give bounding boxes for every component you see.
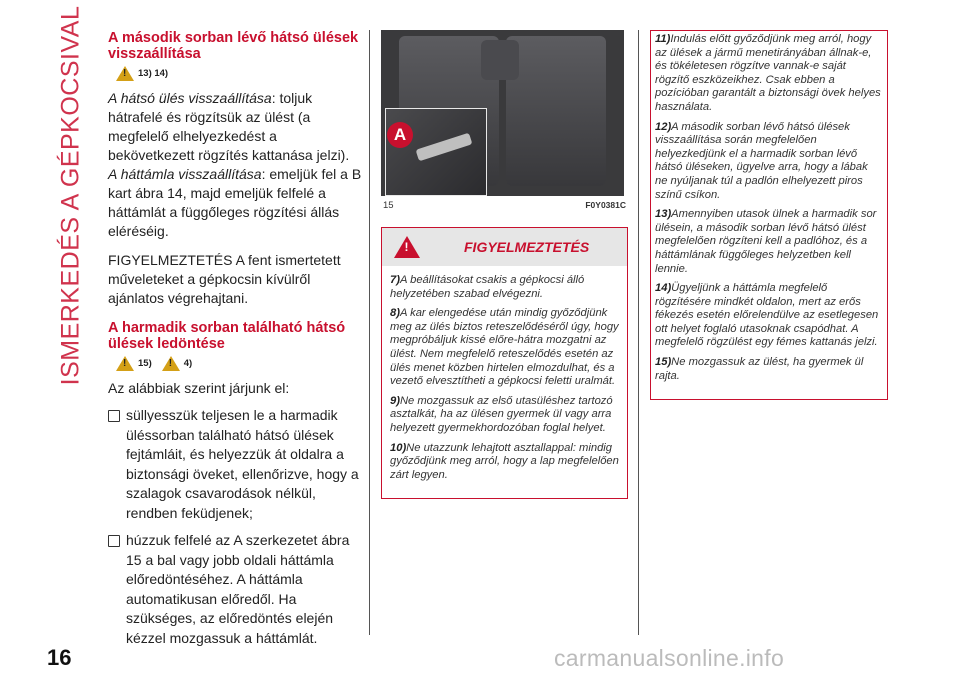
figure-number: 15 (383, 200, 394, 211)
checkbox-bullet-icon (108, 535, 120, 547)
section1-refs-text: 13) 14) (138, 68, 169, 79)
paragraph-backrest-restore-text: : emeljük fel a B kart ábra 14, majd emeljük felfelé a háttámlát a függőleges rögzítési állás eléréséig. (108, 166, 362, 239)
section1-refs (116, 66, 363, 81)
paragraph-backrest-restore-lead: A háttámla visszaállítása (108, 166, 262, 182)
warning-item: 14)Ügyeljünk a háttámla megfelelő rögzítésére mindkét oldalon, mert az erős fékezés esetén előrelendülve az esetlegesen ott helyet foglaló utasoknak csapódhat. A megfelelő rögzülést egy fémes kattanás jelzi. (655, 282, 879, 349)
list-item-text: süllyesszük teljesen le a harmadik üléssorban található hátsó ülések fejtámláit, és helyezzük át oldalra a biztonsági öveket, ellenőrizve, hogy a szalagok csavarodások nélkül, rendben feküdjenek; (126, 407, 359, 521)
column-divider-1 (369, 30, 370, 635)
list-item-text: húzzuk felfelé az A szerkezetet ábra 15 a bal vagy jobb oldali háttámla előredöntéséhez. A háttámla automatikusan előredől. Ha szükséges, az előredöntés elején kézzel mozgassuk a háttámlát. (126, 532, 350, 646)
warning-item: 9)Ne mozgassuk az első utasüléshez tartozó asztalkát, ha az ülésen gyermek ül vagy arra helyezett gyermekhordozóban foglal helyet. (390, 394, 613, 434)
paragraph-seat-restore (108, 89, 363, 165)
chapter-side-title (53, 5, 89, 385)
section2-ref-1: 15) (138, 358, 152, 369)
column-3 (650, 30, 888, 400)
caution-icon (116, 356, 134, 371)
section-title-third-row: A harmadik sorban található hátsó ülések ledöntése (108, 320, 346, 352)
warning-title: FIGYELMEZTETÉS (464, 239, 590, 255)
list-item (108, 531, 363, 648)
warning-item: 7)A beállításokat csakis a gépkocsi álló helyzetében szabad elvégezni. (390, 274, 585, 300)
section2-ref-2: 4) (183, 358, 193, 369)
chapter-side-title-text: ISMERKEDÉS A GÉPKOCSIVAL (56, 5, 85, 385)
seat-photo (381, 30, 624, 196)
caution-icon (162, 356, 180, 371)
column-1 (108, 30, 363, 648)
figure-caption (381, 200, 628, 211)
figure-code: F0Y0381C (585, 200, 626, 210)
warning-item: 15)Ne mozgassuk az ülést, ha gyermek ül rajta. (655, 356, 864, 382)
page-number: 16 (47, 645, 72, 670)
warning-item: 12)A második sorban lévő hátsó ülések visszaállítása során megfelelően helyezkedjünk el a harmadik sorban lévő hátsó üléseken, ügyelve arra, hogy a lábak ne nyúljanak túl a padlón elhelyezett piros színű csíkon. (655, 120, 868, 201)
caution-icon (116, 66, 134, 81)
column-divider-2 (638, 30, 639, 635)
paragraph-warning-note: FIGYELMEZTETÉS A fent ismertetett műveleteket a gépkocsin kívülről ajánlatos végrehajtani. (108, 252, 341, 306)
checkbox-bullet-icon (108, 410, 120, 422)
list-item (108, 406, 363, 523)
warning-item: 10)Ne utazzunk lehajtott asztallappal: mindig győződjünk meg arról, hogy a lap megfelelően zárt legyen. (390, 441, 619, 481)
warning-icon (394, 236, 420, 258)
section2-refs (116, 356, 363, 371)
label-A-badge: A (387, 122, 413, 148)
paragraph-seat-restore-lead: A hátsó ülés visszaállítása (108, 90, 272, 106)
warning-box-continued (650, 30, 888, 400)
paragraph-seat-restore-text: : toljuk hátrafelé és rögzítsük az ülést (a megfelelő elhelyezkedést a bekövetkezett rögzítés kattanása jelzi). (108, 90, 350, 163)
procedure-intro: Az alábbiak szerint járjunk el: (108, 380, 290, 396)
warning-item: 11)Indulás előtt győződjünk meg arról, hogy az ülések a jármű menetirányában állnak-e, és tökéletesen rögzítve vannak-e saját rögzítő eszközeikhez. Csak ebben a pozícióban garantált a biztonsági övek helyes használata. (655, 33, 881, 113)
warning-item: 13)Amennyiben utasok ülnek a harmadik sor ülésein, a második sorban lévő hátsó ülést megfelelően rögzíteni kell a padlóhoz, és a háttámlának függőleges helyzetben kell lennie. (655, 208, 877, 275)
warning-header (382, 228, 627, 266)
paragraph-backrest-restore (108, 165, 363, 241)
watermark: carmanualsonline.info (554, 645, 785, 671)
warning-body (382, 266, 627, 498)
warning-box (381, 227, 628, 499)
section-title-second-row: A második sorban lévő hátsó ülések visszaállítása (108, 30, 359, 62)
warning-item: 8)A kar elengedése után mindig győződjünk meg az ülés biztos reteszelődéséről úgy, hogy megpróbáljuk kissé előre-hátra mozgatni az ülést. Nem megfelelő reteszelődés esetén az ülés menet közben hirtelen elmozdulhat, és a vezető elvesztítheti a gépkocsi feletti uralmát. (390, 307, 619, 388)
column-2 (381, 30, 628, 499)
